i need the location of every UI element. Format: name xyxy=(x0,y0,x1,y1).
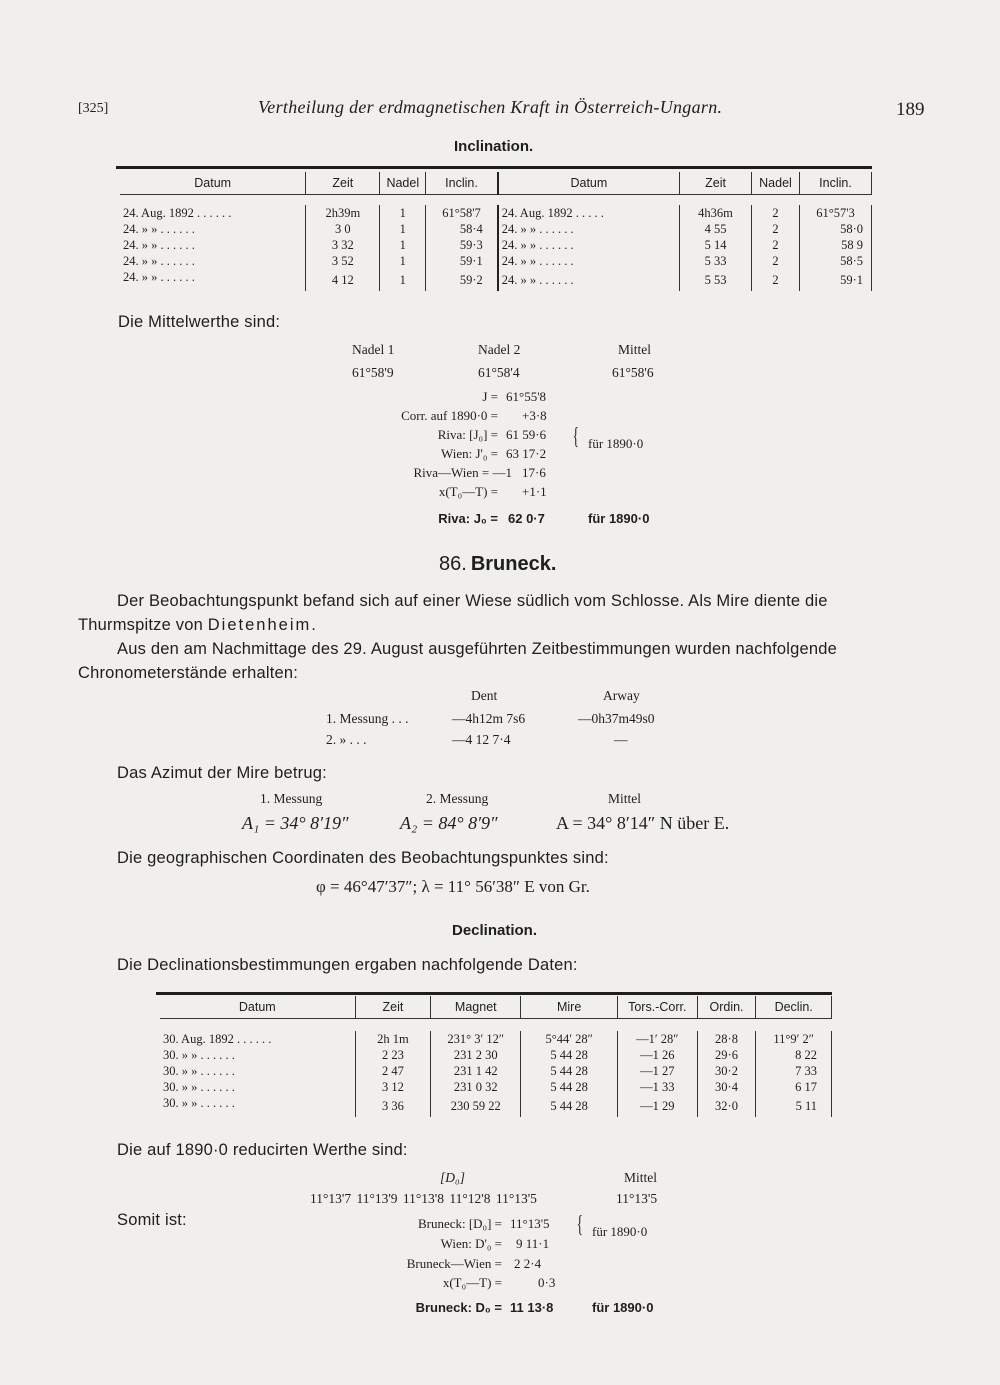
azimut-value: A = 34° 8′14″ N über E. xyxy=(556,813,730,833)
table-row: 30. » » . . . . . . 2 23 231 2 30 5 44 28 —1 26 29·6 8 22 xyxy=(160,1047,832,1063)
calc-note: für 1890·0 xyxy=(592,1224,648,1239)
azimut-intro: Das Azimut der Mire betrug: xyxy=(117,764,327,782)
reduced-header: [D₀] xyxy=(440,1170,465,1185)
calc-label: Wien: J'₀ = xyxy=(440,446,498,461)
azimut-value: A₂ = 84° 8′9″ xyxy=(400,813,498,833)
table-top-rule xyxy=(156,992,832,995)
calc-value: 2 2·4 xyxy=(514,1256,542,1271)
calc-value: 61 59·6 xyxy=(506,427,547,442)
reduced-values: 11°13'7 11°13'9 11°13'8 11°12'8 11°13'5 xyxy=(310,1191,537,1206)
result-note: für 1890·0 xyxy=(588,511,650,526)
paragraph-line: Thurmspitze von Dietenheim. xyxy=(78,616,318,634)
col-zeit: Zeit xyxy=(306,172,380,195)
col-mire: Mire xyxy=(521,996,618,1019)
means-header-nadel2: Nadel 2 xyxy=(478,342,521,357)
section-heading: 86. Bruneck. xyxy=(439,553,557,575)
calc-label: J = xyxy=(482,389,498,404)
calc-value: +3·8 xyxy=(522,408,547,423)
col-tors-corr: Tors.-Corr. xyxy=(617,996,697,1019)
coord-value: φ = 46°47′37″; λ = 11° 56′38″ E von Gr. xyxy=(316,877,590,896)
reduced-mittel: 11°13'5 xyxy=(616,1191,658,1206)
calc-value: 9 11·1 xyxy=(516,1236,550,1251)
azimut-header: Mittel xyxy=(608,791,641,806)
calc-label: Bruneck—Wien = xyxy=(406,1256,502,1271)
col-datum: Datum xyxy=(160,996,355,1019)
declination-table xyxy=(160,996,832,1117)
means-header-mittel: Mittel xyxy=(618,342,651,357)
brace: { xyxy=(576,1212,583,1238)
table-row: 24. » » . . . . . . 4 12 1 59·2 24. » » . . . . . . 5 53 2 59·1 xyxy=(120,269,872,291)
coord-intro: Die geographischen Coordinaten des Beobachtungspunktes sind: xyxy=(117,849,609,867)
calc-label: x(T₀—T) = xyxy=(442,1275,502,1290)
table-row: 24. » » . . . . . . 3 52 1 59·1 24. » » . . . . . . 5 33 2 58·5 xyxy=(120,253,872,269)
col-zeit: Zeit xyxy=(355,996,431,1019)
means-value-nadel1: 61°58'9 xyxy=(352,365,394,380)
col-nadel-2: Nadel xyxy=(752,172,800,195)
declination-title: Declination. xyxy=(452,922,538,939)
table-row: 24. » » . . . . . . 3 32 1 59·3 24. » » . . . . . . 5 14 2 58 9 xyxy=(120,237,872,253)
reduced-intro: Die auf 1890·0 reducirten Werthe sind: xyxy=(117,1141,408,1159)
means-value-nadel2: 61°58'4 xyxy=(478,365,520,380)
chrono-label: 1. Messung . . . xyxy=(326,711,409,726)
calc-label: Riva—Wien = —1 xyxy=(413,465,512,480)
means-intro: Die Mittelwerthe sind: xyxy=(118,313,281,331)
inclination-title: Inclination. xyxy=(454,138,534,155)
col-declin: Declin. xyxy=(756,996,832,1019)
calc-label: Bruneck: [D₀] = xyxy=(417,1216,502,1231)
result-label: Riva: J₀ = xyxy=(438,511,498,526)
table-row: 30. » » . . . . . . 2 47 231 1 42 5 44 28 —1 27 30·2 7 33 xyxy=(160,1063,832,1079)
col-magnet: Magnet xyxy=(431,996,521,1019)
chrono-header-dent: Dent xyxy=(471,688,498,703)
paragraph-line: Aus den am Nachmittage des 29. August ausgeführten Zeitbestimmungen wurden nachfolgende xyxy=(117,640,838,658)
means-header-nadel1: Nadel 1 xyxy=(352,342,395,357)
calc-value: 17·6 xyxy=(522,465,546,480)
chrono-arway: —0h37m49s0 xyxy=(578,711,655,726)
calc-label: Corr. auf 1890·0 = xyxy=(401,408,498,423)
table-top-rule xyxy=(116,166,872,169)
calc-label: Riva: [J₀] = xyxy=(437,427,498,442)
page-bracket-number: [325] xyxy=(78,101,109,116)
result-value: 11 13·8 xyxy=(510,1300,554,1315)
paragraph-line: Der Beobachtungspunkt befand sich auf einer Wiese südlich vom Schlosse. Als Mire diente die xyxy=(117,592,828,610)
table-row: 24. » » . . . . . . 3 0 1 58·4 24. » » . . . . . . 4 55 2 58·0 xyxy=(120,221,872,237)
col-inclin-2: Inclin. xyxy=(799,172,871,195)
chrono-dent: —4h12m 7s6 xyxy=(452,711,526,726)
col-zeit-2: Zeit xyxy=(680,172,752,195)
col-datum: Datum xyxy=(120,172,306,195)
azimut-header: 1. Messung xyxy=(260,791,323,806)
running-title: Vertheilung der erdmagnetischen Kraft in Österreich-Ungarn. xyxy=(258,97,723,117)
brace: { xyxy=(572,424,579,450)
table-row: 30. Aug. 1892 . . . . . . 2h 1m 231° 3′ 12″ 5°44′ 28″ —1′ 28″ 28·8 11°9′ 2″ xyxy=(160,1031,832,1047)
result-note: für 1890·0 xyxy=(592,1300,654,1315)
chrono-dent: —4 12 7·4 xyxy=(452,732,511,747)
col-nadel: Nadel xyxy=(380,172,426,195)
table-row: 30. » » . . . . . . 3 36 230 59 22 5 44 28 —1 29 32·0 5 11 xyxy=(160,1095,832,1117)
reduced-mittel-header: Mittel xyxy=(624,1170,657,1185)
table-row: 30. » » . . . . . . 3 12 231 0 32 5 44 28 —1 33 30·4 6 17 xyxy=(160,1079,832,1095)
calc-value: 63 17·2 xyxy=(506,446,547,461)
somit-ist: Somit ist: xyxy=(117,1211,187,1229)
calc-value: 0·3 xyxy=(538,1275,556,1290)
calc-label: Wien: D'₀ = xyxy=(440,1236,502,1251)
calc-value: 61°55'8 xyxy=(506,389,547,404)
result-label: Bruneck: D₀ = xyxy=(415,1300,502,1315)
col-datum-2: Datum xyxy=(498,172,680,195)
page-number: 189 xyxy=(896,99,925,120)
chrono-label: 2. » . . . xyxy=(326,732,367,747)
calc-label: x(T₀—T) = xyxy=(438,484,498,499)
declination-intro: Die Declinationsbestimmungen ergaben nachfolgende Daten: xyxy=(117,956,578,974)
col-inclin: Inclin. xyxy=(426,172,498,195)
calc-value: +1·1 xyxy=(522,484,547,499)
calc-note: für 1890·0 xyxy=(588,436,644,451)
chrono-arway: — xyxy=(614,732,628,747)
inclination-table xyxy=(120,172,872,291)
means-value-mittel: 61°58'6 xyxy=(612,365,654,380)
result-value: 62 0·7 xyxy=(508,511,545,526)
table-row: 24. Aug. 1892 . . . . . . 2h39m 1 61°58'7 24. Aug. 1892 . . . . . 4h36m 2 61°57'3 xyxy=(120,205,872,221)
col-ordin: Ordin. xyxy=(697,996,756,1019)
chrono-header-arway: Arway xyxy=(603,688,640,703)
paragraph-line: Chronometerstände erhalten: xyxy=(78,664,299,682)
azimut-header: 2. Messung xyxy=(426,791,489,806)
calc-value: 11°13'5 xyxy=(510,1216,550,1231)
azimut-value: A₁ = 34° 8′19″ xyxy=(242,813,349,833)
